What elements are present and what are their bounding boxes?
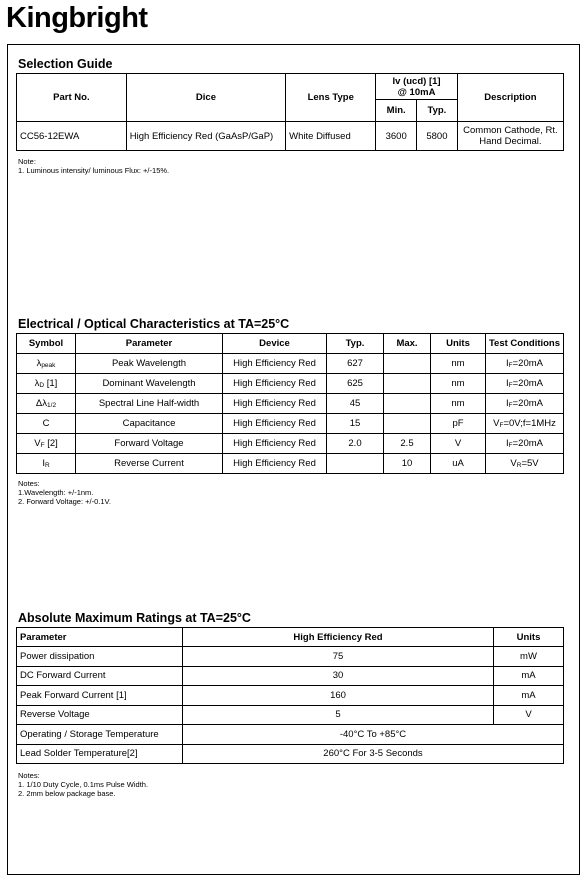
header-symbol: Symbol bbox=[17, 334, 76, 354]
cell-test: $I_F=20mA$ bbox=[486, 394, 564, 414]
cell-test: $I_F=20mA$ bbox=[486, 434, 564, 454]
table-row bbox=[17, 686, 564, 706]
electrical-title: Electrical / Optical Characteristics at TA=25°C bbox=[18, 317, 290, 331]
header-typ: Typ. bbox=[417, 100, 458, 122]
cell-device: High Efficiency Red bbox=[223, 394, 327, 414]
cell-symbol: $\Delta\lambda_{1/2}$ bbox=[17, 394, 76, 414]
cell-units: pF bbox=[431, 414, 486, 434]
cell-units: mW bbox=[494, 647, 564, 667]
cell-device: High Efficiency Red bbox=[223, 414, 327, 434]
cell-param: Lead Solder Temperature[2] bbox=[17, 744, 183, 764]
cell-param: Peak Wavelength bbox=[76, 354, 223, 374]
cell-max bbox=[384, 374, 431, 394]
table-row bbox=[17, 374, 564, 394]
cell-typ: 2.0 bbox=[327, 434, 384, 454]
table-row bbox=[17, 434, 564, 454]
cell-test: $V_R=5V$ bbox=[486, 454, 564, 474]
header-dice: Dice bbox=[126, 74, 285, 122]
cell-value: 260°C For 3-5 Seconds bbox=[183, 744, 564, 764]
header-description: Description bbox=[457, 74, 563, 122]
absolute-ratings-title: Absolute Maximum Ratings at TA=25°C bbox=[18, 611, 251, 625]
cell-units: nm bbox=[431, 354, 486, 374]
cell-param: Dominant Wavelength bbox=[76, 374, 223, 394]
cell-param: DC Forward Current bbox=[17, 666, 183, 686]
header-iv bbox=[376, 74, 458, 100]
header-parameter: Parameter bbox=[17, 628, 183, 647]
cell-symbol: $\lambda_{peak}$ bbox=[17, 354, 76, 374]
table-row bbox=[17, 354, 564, 374]
cell-units: uA bbox=[431, 454, 486, 474]
cell-units: nm bbox=[431, 374, 486, 394]
header-device: High Efficiency Red bbox=[183, 628, 494, 647]
cell-symbol: $\lambda_D$ [1] bbox=[17, 374, 76, 394]
cell-typ: 625 bbox=[327, 374, 384, 394]
description-line2: Hand Decimal. bbox=[479, 136, 542, 147]
header-lens-type: Lens Type bbox=[286, 74, 376, 122]
header-device: Device bbox=[223, 334, 327, 354]
electrical-notes bbox=[18, 479, 111, 506]
header-typ: Typ. bbox=[327, 334, 384, 354]
cell-max: 10 bbox=[384, 454, 431, 474]
iv-min-cell: 3600 bbox=[376, 122, 417, 151]
cell-max bbox=[384, 354, 431, 374]
cell-max: 2.5 bbox=[384, 434, 431, 454]
cell-max bbox=[384, 414, 431, 434]
selection-guide-table bbox=[16, 73, 564, 151]
absolute-notes bbox=[18, 771, 148, 798]
table-row bbox=[17, 705, 564, 725]
header-max: Max. bbox=[384, 334, 431, 354]
selection-guide-title: Selection Guide bbox=[18, 57, 113, 71]
header-iv-line2: @ 10mA bbox=[397, 86, 436, 98]
cell-param: Capacitance bbox=[76, 414, 223, 434]
header-iv-line1: Iv (ucd) [1] bbox=[392, 75, 441, 87]
table-row bbox=[17, 454, 564, 474]
electrical-table bbox=[16, 333, 564, 474]
header-test-conditions: Test Conditions bbox=[486, 334, 564, 354]
cell-device: High Efficiency Red bbox=[223, 454, 327, 474]
dice-cell: High Efficiency Red (GaAsP/GaP) bbox=[126, 122, 285, 151]
cell-symbol: $V_F$ [2] bbox=[17, 434, 76, 454]
cell-typ: 15 bbox=[327, 414, 384, 434]
cell-symbol: $I_R$ bbox=[17, 454, 76, 474]
cell-value: -40°C To +85°C bbox=[183, 725, 564, 745]
cell-param: Reverse Current bbox=[76, 454, 223, 474]
table-row bbox=[17, 666, 564, 686]
cell-test: $V_F=0V;f=1MHz$ bbox=[486, 414, 564, 434]
cell-symbol: C bbox=[17, 414, 76, 434]
header-part-no: Part No. bbox=[17, 74, 127, 122]
cell-param: Forward Voltage bbox=[76, 434, 223, 454]
cell-param: Peak Forward Current [1] bbox=[17, 686, 183, 706]
cell-units: V bbox=[494, 705, 564, 725]
cell-param: Spectral Line Half-width bbox=[76, 394, 223, 414]
note-line: Notes: bbox=[18, 479, 40, 488]
cell-typ bbox=[327, 454, 384, 474]
cell-value: 160 bbox=[183, 686, 494, 706]
note-line: Notes: bbox=[18, 771, 40, 780]
brand-logo: Kingbright bbox=[6, 2, 148, 34]
cell-units: V bbox=[431, 434, 486, 454]
part-number-cell: CC56-12EWA bbox=[17, 122, 127, 151]
note-line: Note: bbox=[18, 157, 36, 166]
cell-typ: 627 bbox=[327, 354, 384, 374]
cell-device: High Efficiency Red bbox=[223, 434, 327, 454]
cell-test: $I_F=20mA$ bbox=[486, 374, 564, 394]
iv-typ-cell: 5800 bbox=[417, 122, 458, 151]
cell-test: $I_F=20mA$ bbox=[486, 354, 564, 374]
cell-value: 30 bbox=[183, 666, 494, 686]
cell-param: Power dissipation bbox=[17, 647, 183, 667]
header-units: Units bbox=[431, 334, 486, 354]
note-line: 2. 2mm below package base. bbox=[18, 789, 116, 798]
cell-param: Operating / Storage Temperature bbox=[17, 725, 183, 745]
header-min: Min. bbox=[376, 100, 417, 122]
header-units: Units bbox=[494, 628, 564, 647]
cell-device: High Efficiency Red bbox=[223, 374, 327, 394]
note-line: 1. Luminous intensity/ luminous Flux: +/-15%. bbox=[18, 166, 170, 175]
cell-typ: 45 bbox=[327, 394, 384, 414]
table-row bbox=[17, 744, 564, 764]
note-line: 1. 1/10 Duty Cycle, 0.1ms Pulse Width. bbox=[18, 780, 149, 789]
note-line: 2. Forward Voltage: +/-0.1V. bbox=[18, 497, 111, 506]
lens-type-cell: White Diffused bbox=[286, 122, 376, 151]
absolute-ratings-table bbox=[16, 627, 564, 764]
cell-units: mA bbox=[494, 686, 564, 706]
cell-value: 75 bbox=[183, 647, 494, 667]
cell-units: nm bbox=[431, 394, 486, 414]
cell-device: High Efficiency Red bbox=[223, 354, 327, 374]
selection-notes bbox=[18, 157, 169, 175]
table-row bbox=[17, 647, 564, 667]
table-row bbox=[17, 122, 564, 151]
description-line1: Common Cathode, Rt. bbox=[463, 125, 558, 136]
cell-max bbox=[384, 394, 431, 414]
table-row bbox=[17, 394, 564, 414]
description-cell bbox=[457, 122, 563, 151]
cell-param: Reverse Voltage bbox=[17, 705, 183, 725]
note-line: 1.Wavelength: +/-1nm. bbox=[18, 488, 94, 497]
table-row bbox=[17, 414, 564, 434]
cell-value: 5 bbox=[183, 705, 494, 725]
header-parameter: Parameter bbox=[76, 334, 223, 354]
cell-units: mA bbox=[494, 666, 564, 686]
table-row bbox=[17, 725, 564, 745]
